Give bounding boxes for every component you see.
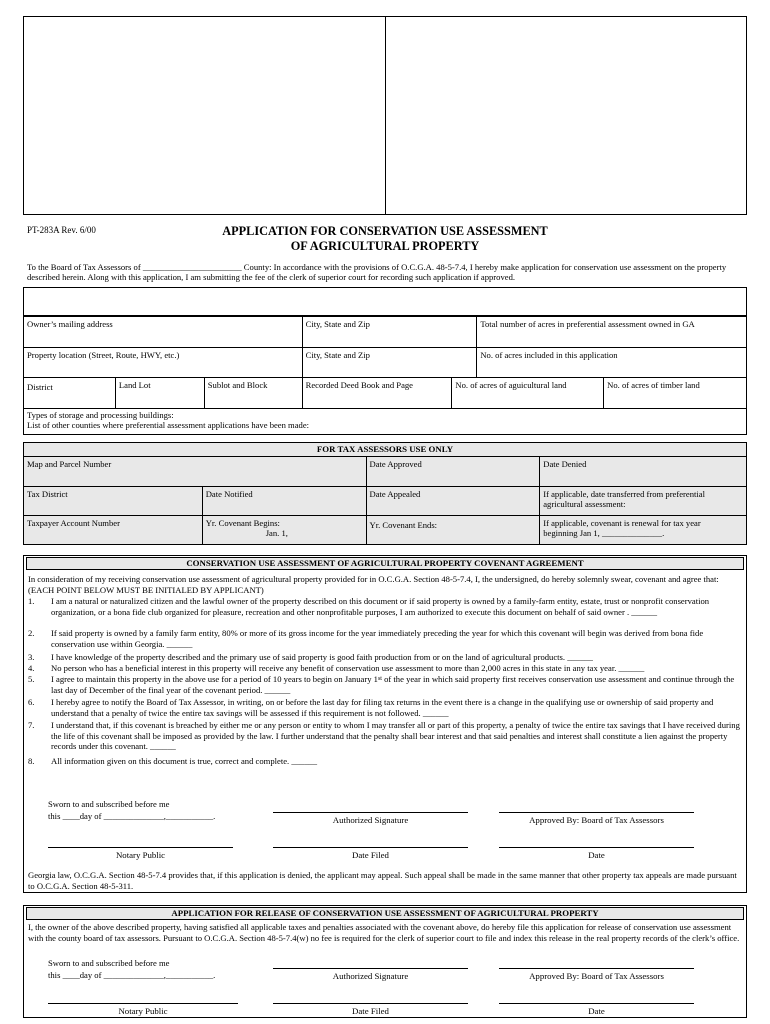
covenant-ends-label: Yr. Covenant Ends: (369, 519, 438, 530)
form-number: PT-283A Rev. 6/00 (27, 225, 96, 235)
deed-book-label: Recorded Deed Book and Page (305, 380, 413, 390)
covenant-item-number: 8. (28, 756, 35, 766)
timber-acres-field[interactable] (604, 378, 747, 409)
storage-buildings-field[interactable] (24, 409, 747, 435)
covenant-renewal-field[interactable] (540, 515, 747, 544)
intro-text: To the Board of Tax Assessors of _______________________ County: In accordance with the provisions of O.C.G.A. 48-5-7.4, I hereby make application for conservation use assessment on the property described herein. Along with this application, I am submitting the fee of the clerk of superior court for recording such application if approved. (27, 262, 727, 283)
sublot-block-field[interactable] (204, 378, 302, 409)
covenant-item-4: No person who has a beneficial interest in this property will receive any benefit of conservation use assessment to more than 2,000 acres in this state in any tax year. ______ (51, 663, 645, 673)
covenant-item-8: All information given on this document is true, correct and complete. ______ (51, 756, 318, 766)
date-denied-field[interactable] (540, 456, 747, 486)
date-notified-label: Date Notified (205, 488, 253, 499)
covenant-item-1: I am a natural or naturalized citizen and the lawful owner of the property described on this document or if said property is owned by a family-farm entity, estate, trust or nonprofit conservation organization, or a bona fide club organized for pleasure, recreation and other nonprofitable purposes, I am authorized to execute this document on behalf of said owner . ______ (51, 596, 710, 617)
approved-by-line[interactable] (499, 812, 694, 813)
release-date-label: Date (588, 1006, 605, 1016)
date-line[interactable] (499, 847, 694, 848)
covenant-header: CONSERVATION USE ASSESSMENT OF AGRICULTURAL PROPERTY COVENANT AGREEMENT (26, 557, 744, 570)
district-field[interactable] (24, 378, 116, 409)
recording-area-divider (385, 17, 386, 214)
timber-acres-label: No. of acres of timber land (607, 380, 700, 390)
covenant-item-6: I hereby agree to notify the Board of Tax Assessor, in writing, on or before the last day for filing tax returns in the event there is a change in the qualifying use or ownership of said property and understand that a penalty of twice the entire tax savings will be assessed if this requirement is not followed. ______ (51, 697, 714, 718)
notary-public-line[interactable] (48, 847, 233, 848)
total-acres-label: Total number of acres in preferential assessment owned in GA (480, 319, 695, 329)
release-sworn-text-1: Sworn to and subscribed before me (48, 958, 170, 968)
release-header: APPLICATION FOR RELEASE OF CONSERVATION USE ASSESSMENT OF AGRICULTURAL PROPERTY (26, 907, 744, 920)
assessors-table (23, 442, 747, 545)
owner-mailing-address-field[interactable] (24, 317, 303, 348)
release-sworn-text-2: this ____day of ______________,___________. (48, 970, 216, 980)
covenant-item-number: 6. (28, 697, 35, 707)
agricultural-acres-label: No. of acres of aguicultural land (455, 380, 567, 390)
city-state-zip-label-1: City, State and Zip (305, 319, 370, 329)
covenant-renewal-label: If applicable, covenant is renewal for tax year beginning Jan 1, ______________. (543, 517, 701, 538)
date-notified-field[interactable] (202, 486, 366, 515)
covenant-item-5-sup: st (377, 676, 382, 682)
recording-area (23, 16, 747, 215)
release-authorized-signature-label: Authorized Signature (332, 971, 409, 981)
city-state-zip-label-2: City, State and Zip (305, 350, 370, 360)
form-title-line2: OF AGRICULTURAL PROPERTY (290, 239, 480, 253)
city-state-zip-field-1[interactable] (302, 317, 477, 348)
land-lot-field[interactable] (115, 378, 204, 409)
covenant-item-number: 3. (28, 652, 35, 662)
date-filed-line[interactable] (273, 847, 468, 848)
sworn-text-2: this ____day of ______________,___________. (48, 811, 216, 821)
date-appealed-field[interactable] (366, 486, 540, 515)
date-denied-label: Date Denied (543, 458, 587, 469)
release-date-filed-label: Date Filed (352, 1006, 389, 1016)
date-filed-label: Date Filed (352, 850, 389, 860)
covenant-item-5-text-a: I agree to maintain this property in the above use for a period of 10 years to begin on January 1 (51, 674, 378, 684)
release-notary-public-line[interactable] (48, 1003, 238, 1004)
approved-by-label: Approved By: Board of Tax Assessors (529, 815, 664, 825)
covenant-ends-field[interactable] (366, 515, 540, 544)
other-counties-label: List of other counties where preferential assessment applications have been made: (27, 420, 310, 430)
tax-district-label: Tax District (27, 488, 68, 499)
covenant-item-number: 1. (28, 596, 35, 606)
map-parcel-field[interactable] (24, 456, 367, 486)
property-location-field[interactable] (24, 348, 303, 378)
covenant-section (23, 555, 747, 893)
date-appealed-label: Date Appealed (369, 488, 421, 499)
covenant-item-2: If said property is owned by a family farm entity, 80% or more of its gross income for the year immediately preceding the year for which this covenant will begin was derived from bona fide conservation use within Georgia. ______ (51, 628, 704, 649)
city-state-zip-field-2[interactable] (302, 348, 477, 378)
authorized-signature-label: Authorized Signature (332, 815, 409, 825)
total-acres-field[interactable] (477, 317, 747, 348)
authorized-signature-line[interactable] (273, 812, 468, 813)
release-approved-by-line[interactable] (499, 968, 694, 969)
covenant-item-3: I have knowledge of the property described and the primary use of said property is good faith production from or on the land of agricultural products. ______ (51, 652, 593, 662)
covenant-begins-jan-label: Jan. 1, (265, 527, 288, 538)
tax-district-field[interactable] (24, 486, 203, 515)
date-transferred-label: If applicable, date transferred from preferential agricultural assessment: (543, 488, 705, 509)
deed-book-field[interactable] (302, 378, 452, 409)
property-table (23, 316, 747, 435)
date-approved-label: Date Approved (369, 458, 422, 469)
covenant-item-number: 2. (28, 628, 35, 638)
covenant-intro: In consideration of my receiving conservation use assessment of agricultural property provided for in O.C.G.A. Section 48-5-7.4, I, the undersigned, do hereby solemnly swear, covenant and agree that: (EACH POINT BELOW MUST BE INITIALED BY APPLICANT) (28, 574, 719, 595)
storage-buildings-label: Types of storage and processing buildings: (27, 410, 174, 420)
agricultural-acres-field[interactable] (452, 378, 604, 409)
acres-included-field[interactable] (477, 348, 747, 378)
date-transferred-field[interactable] (540, 486, 747, 515)
release-authorized-signature-line[interactable] (273, 968, 468, 969)
date-label: Date (588, 850, 605, 860)
covenant-item-5 (51, 674, 743, 695)
map-parcel-label: Map and Parcel Number (27, 458, 112, 469)
release-date-line[interactable] (499, 1003, 694, 1004)
form-title-line1: APPLICATION FOR CONSERVATION USE ASSESSMENT (222, 224, 548, 238)
release-approved-by-label: Approved By: Board of Tax Assessors (529, 971, 664, 981)
district-label: District (27, 382, 53, 392)
taxpayer-account-field[interactable] (24, 515, 203, 544)
covenant-item-number: 4. (28, 663, 35, 673)
release-notary-public-label: Notary Public (118, 1006, 168, 1016)
sublot-block-label: Sublot and Block (207, 380, 268, 390)
release-text: I, the owner of the above described property, having satisfied all applicable taxes and penalties associated with the covenant above, do hereby file this application for release of conservation use assessment with the county board of tax assessors. Pursuant to O.C.G.A. Section 48-5-7.4(w) no fee is required for the clerk of superior court to file and index this release in the real property records of the clerk’s office. (28, 922, 740, 943)
acres-included-label: No. of acres included in this application (480, 350, 618, 360)
applicant-name-field[interactable] (23, 287, 747, 316)
notary-public-label: Notary Public (115, 850, 166, 860)
taxpayer-account-label: Taxpayer Account Number (27, 517, 120, 528)
assessors-header: FOR TAX ASSESSORS USE ONLY (24, 443, 747, 457)
sworn-text-1: Sworn to and subscribed before me (48, 799, 170, 809)
owner-mailing-address-label: Owner’s mailing address (27, 319, 113, 329)
covenant-item-number: 7. (28, 720, 35, 730)
appeal-text: Georgia law, O.C.G.A. Section 48-5-7.4 provides that, if this application is denied, the applicant may appeal. Such appeal shall be made in the same manner that other property tax appeals are made pursuant to O.C.G.A. Section 48-5-311. (28, 870, 737, 891)
date-approved-field[interactable] (366, 456, 540, 486)
property-location-label: Property location (Street, Route, HWY, etc.) (27, 350, 180, 360)
release-date-filed-line[interactable] (273, 1003, 468, 1004)
release-section (23, 905, 747, 1018)
covenant-item-number: 5. (28, 674, 35, 684)
covenant-begins-field[interactable] (202, 515, 366, 544)
land-lot-label: Land Lot (118, 380, 151, 390)
covenant-begins-label: Yr. Covenant Begins: (205, 517, 280, 528)
covenant-item-5-text-b: of the year in which said property first receives conservation use assessment and continue through the last day of December of the final year of the covenant period. ______ (51, 674, 735, 695)
covenant-item-7: I understand that, if this covenant is breached by either me or any person or entity to whom I may transfer all or part of this property, a penalty of twice the entire tax savings that I have received during the life of this covenant shall be imposed as provided by the law. I further understand that the penalty shall bear interest and that said penalties and interest shall constitute a lien against the property records under this covenant. ______ (51, 720, 740, 752)
